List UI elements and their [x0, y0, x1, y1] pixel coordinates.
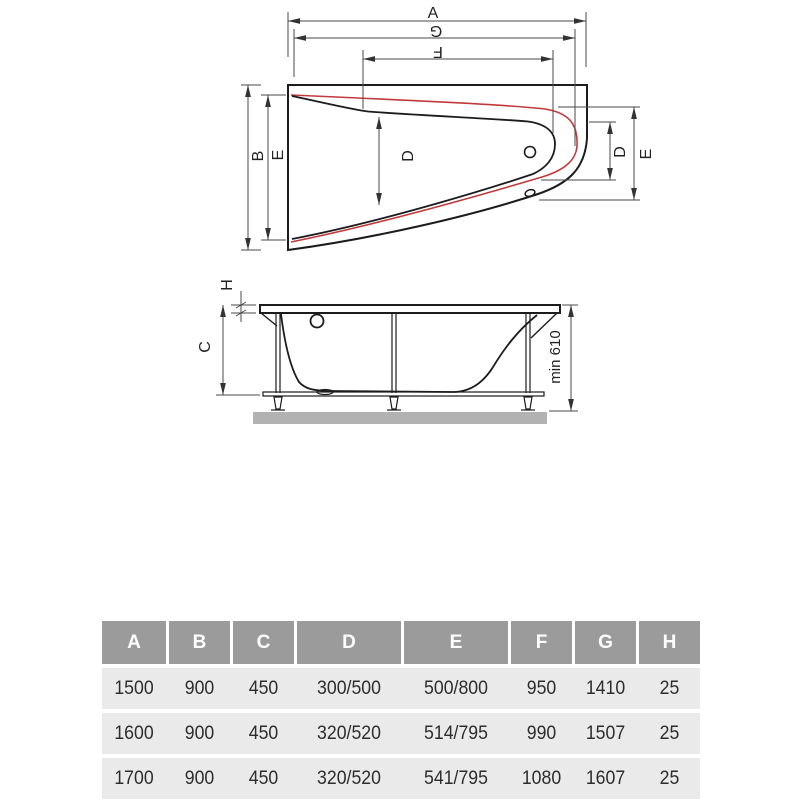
dim-label-e-right: E	[638, 148, 656, 160]
tub-outer-outline	[288, 85, 587, 250]
adjustable-feet	[271, 397, 535, 410]
cell-e: 500/800	[424, 677, 488, 699]
table-row	[102, 758, 700, 799]
table-row	[102, 713, 700, 754]
overflow-hole-side	[311, 315, 324, 328]
cell-f: 1080	[521, 767, 562, 789]
dim-label-g: G	[429, 21, 443, 39]
tub-side-profile	[281, 314, 537, 392]
side-view-extension-lines	[216, 291, 578, 411]
cell-b: 900	[184, 722, 215, 744]
col-header-e: E	[404, 621, 508, 664]
ground-hatch	[253, 412, 547, 424]
rim-board	[260, 305, 560, 313]
col-header-d: D	[297, 621, 401, 664]
col-header-h: H	[639, 621, 700, 664]
cell-b: 900	[184, 677, 215, 699]
cell-h: 25	[659, 677, 680, 699]
cell-e: 514/795	[424, 722, 488, 744]
frame-brace-left	[261, 313, 277, 326]
cell-f: 950	[526, 677, 557, 699]
cell-g: 1410	[585, 677, 626, 699]
col-header-a: A	[102, 621, 166, 664]
side-view-dimension-lines	[223, 305, 571, 411]
cell-a: 1700	[114, 767, 154, 789]
cell-f: 990	[526, 722, 557, 744]
tub-inner-outline	[292, 96, 555, 239]
table-row	[102, 668, 700, 709]
cell-e: 541/795	[424, 767, 488, 789]
frame-bottom-rail	[263, 392, 544, 396]
dim-label-a: A	[427, 5, 439, 23]
top-view	[241, 5, 655, 250]
cell-g: 1607	[585, 767, 626, 789]
cell-d: 320/520	[317, 767, 381, 789]
cell-a: 1600	[114, 722, 154, 744]
drain-hole	[525, 147, 536, 158]
table-header-row	[102, 621, 700, 664]
cell-h: 25	[659, 722, 680, 744]
cell-c: 450	[248, 722, 279, 744]
dim-label-b: B	[250, 150, 268, 162]
side-view	[197, 279, 578, 424]
col-header-f: F	[511, 621, 572, 664]
dim-label-d-right: D	[612, 146, 630, 158]
cell-c: 450	[248, 767, 279, 789]
col-header-c: C	[233, 621, 294, 664]
cell-b: 900	[184, 767, 215, 789]
cell-a: 1500	[114, 677, 154, 699]
dimension-table	[102, 621, 700, 799]
dim-label-h: H	[219, 279, 237, 291]
dim-label-e-left: E	[270, 149, 288, 161]
cell-c: 450	[248, 677, 279, 699]
dim-label-min-height: min 610	[546, 330, 564, 384]
dim-label-d-mid: D	[400, 150, 418, 162]
cell-d: 300/500	[317, 677, 381, 699]
cell-d: 320/520	[317, 722, 381, 744]
cell-g: 1507	[585, 722, 626, 744]
frame-legs	[276, 313, 530, 393]
col-header-g: G	[575, 621, 636, 664]
cell-h: 25	[659, 767, 680, 789]
tub-rim-red-line	[291, 95, 577, 242]
dim-label-c: C	[197, 341, 215, 353]
dim-label-f: F	[433, 42, 443, 60]
col-header-b: B	[169, 621, 230, 664]
